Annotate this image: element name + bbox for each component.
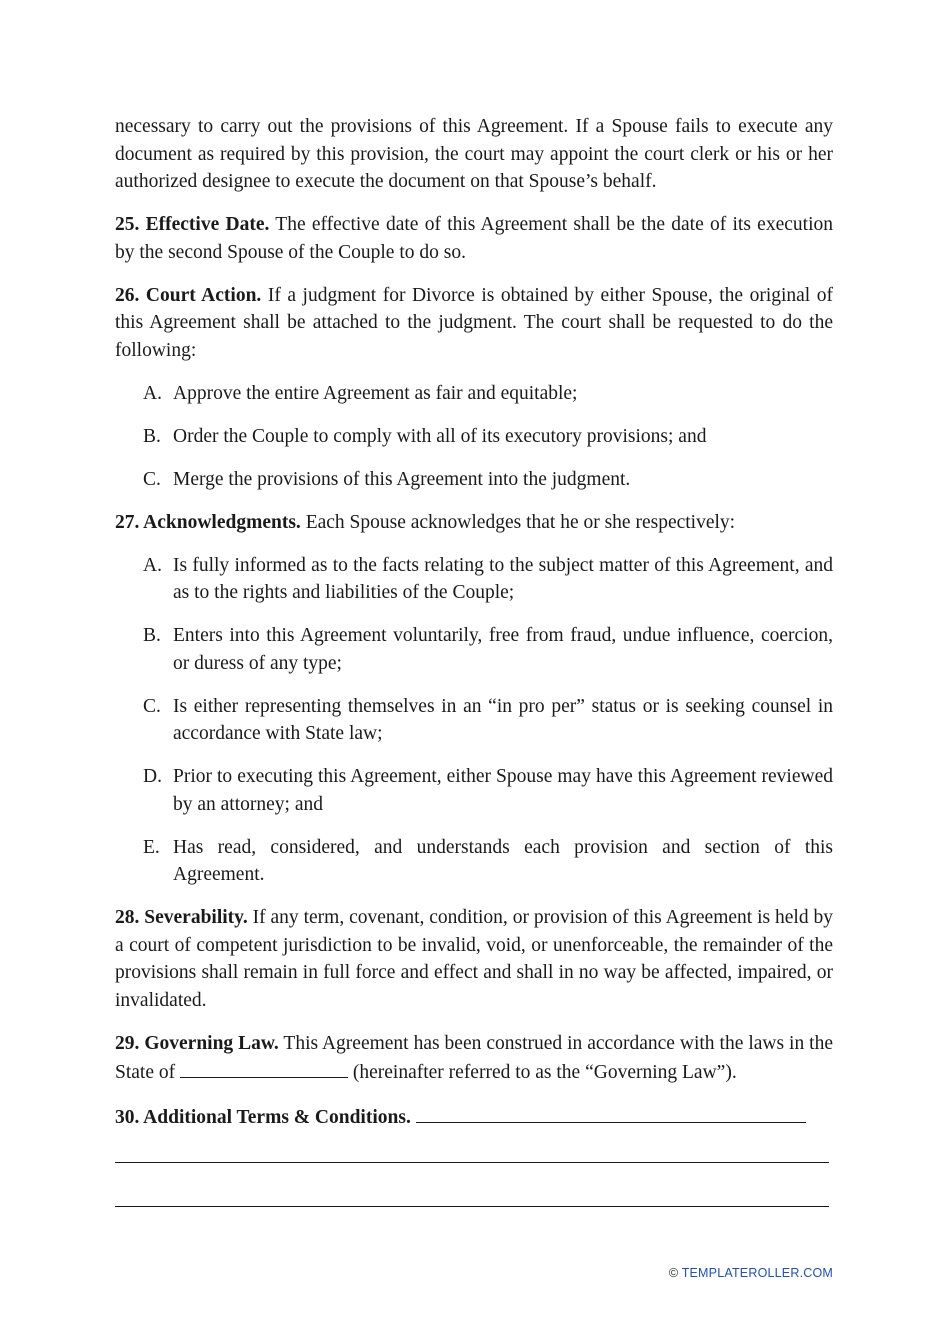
list-item-text: Enters into this Agreement voluntarily, free from fraud, undue influence, coercion, or duress of any type; (173, 625, 833, 674)
section-27-text: Each Spouse acknowledges that he or she respectively: (300, 511, 736, 533)
list-item (115, 552, 833, 607)
copyright-symbol: © (668, 1266, 682, 1280)
section-25-heading: 25. Effective Date. (115, 214, 270, 235)
footer-credit (600, 1266, 833, 1280)
list-marker: A. (143, 554, 162, 576)
list-item (115, 763, 833, 818)
additional-terms-blank-line[interactable] (416, 1102, 806, 1123)
list-item-text: Prior to executing this Agreement, either Spouse may have this Agreement reviewed by an attorney; and (173, 766, 833, 815)
document-page (115, 113, 833, 1220)
section-27-list (115, 552, 833, 889)
list-marker: E. (143, 836, 160, 858)
list-item (115, 380, 833, 408)
list-item-text: Has read, considered, and understands each provision and section of this Agreement. (173, 836, 833, 885)
section-26 (115, 282, 833, 365)
list-item (115, 423, 833, 451)
section-30 (115, 1102, 833, 1132)
footer-brand-link[interactable]: TEMPLATEROLLER.COM (681, 1266, 833, 1280)
section-25 (115, 211, 833, 266)
section-28-text: If any term, covenant, condition, or provision of this Agreement is held by a court of competent jurisdiction to be invalid, void, or unenforceable, the remainder of the provisions shall remain in full force and effect and shall in no way be affected, impaired, or invalidated. (115, 907, 833, 1011)
list-marker: C. (143, 468, 161, 490)
list-marker: B. (143, 625, 161, 646)
section-27-heading: 27. Acknowledgments. (115, 511, 301, 533)
list-item (115, 466, 833, 494)
section-26-text: If a judgment for Divorce is obtained by either Spouse, the original of this Agreement shall be attached to the judgment. The court shall be requested to do the following: (115, 284, 833, 361)
list-item (115, 622, 833, 677)
section-30-heading: 30. Additional Terms & Conditions. (115, 1107, 411, 1128)
additional-terms-blank-line[interactable] (115, 1132, 829, 1163)
section-25-text: The effective date of this Agreement shall be the date of its execution by the second Spouse of the Couple to do so. (115, 214, 833, 263)
section-29 (115, 1030, 833, 1087)
section-29-text-after: (hereinafter referred to as the “Governing Law”). (347, 1062, 737, 1083)
intro-paragraph: necessary to carry out the provisions of this Agreement. If a Spouse fails to execute any document as required by this provision, the court may appoint the court clerk or his or her authorized designee to execute the document on that Spouse’s behalf. (115, 116, 833, 192)
state-blank-field[interactable] (180, 1057, 348, 1078)
section-26-heading: 26. Court Action. (115, 284, 262, 306)
list-item-text: Approve the entire Agreement as fair and equitable; (173, 382, 578, 404)
section-27 (115, 509, 833, 537)
list-item (115, 693, 833, 748)
list-item-text: Order the Couple to comply with all of its executory provisions; and (173, 425, 707, 447)
section-26-list (115, 380, 833, 494)
section-28-heading: 28. Severability. (115, 907, 248, 928)
list-item (115, 834, 833, 889)
list-item-text: Merge the provisions of this Agreement into the judgment. (173, 468, 631, 490)
section-29-heading: 29. Governing Law. (115, 1032, 279, 1054)
list-item-text: Is either representing themselves in an “in pro per” status or is seeking counsel in accordance with State law; (173, 695, 833, 744)
section-29-text-before: This Agreement has been construed in accordance with the laws in the State of (115, 1032, 833, 1083)
list-marker: B. (143, 425, 161, 447)
list-item-text: Is fully informed as to the facts relating to the subject matter of this Agreement, and as to the rights and liabilities of the Couple; (173, 554, 833, 603)
list-marker: C. (143, 695, 161, 717)
list-marker: A. (143, 382, 162, 404)
additional-terms-blank-line[interactable] (115, 1176, 829, 1207)
list-marker: D. (143, 766, 162, 787)
section-28 (115, 904, 833, 1014)
